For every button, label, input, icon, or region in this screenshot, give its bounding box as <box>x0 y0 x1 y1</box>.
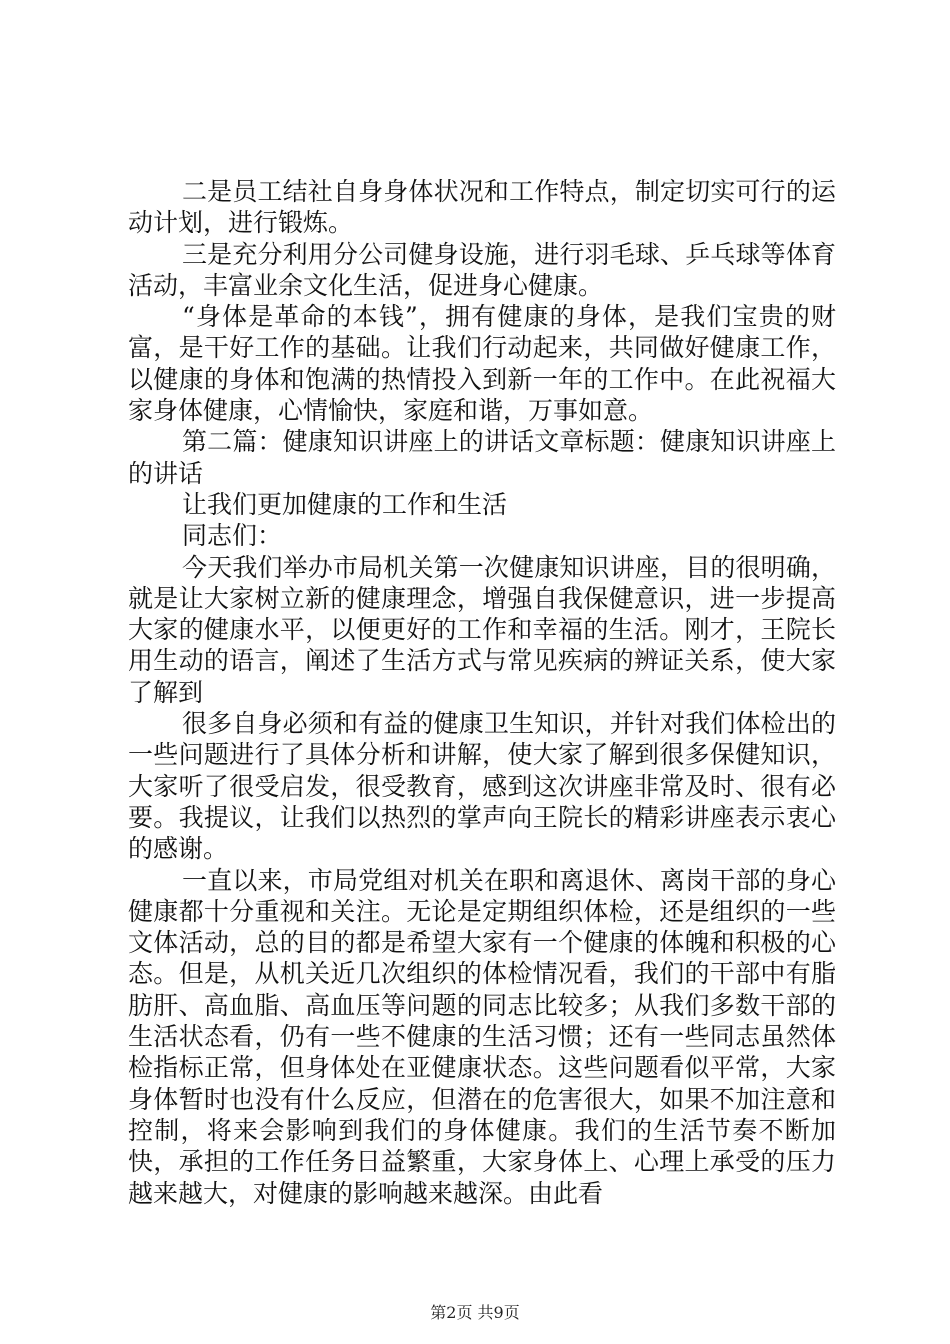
paragraph-health-capital: “身体是革命的本钱”，拥有健康的身体，是我们宝贵的财富，是干好工作的基础。让我们行动起来，共同做好健康工作，以健康的身体和饱满的热情投入到新一年的工作中。在此祝福大家身体健康，心情愉快，家庭和谐，万事如意。 <box>128 302 836 426</box>
paragraph-fitness-facilities: 三是充分利用分公司健身设施，进行羽毛球、乒乓球等体育活动，丰富业余文化生活，促进身心健康。 <box>128 239 836 300</box>
document-body <box>128 176 836 1209</box>
paragraph-lecture-purpose: 今天我们举办市局机关第一次健康知识讲座，目的很明确，就是让大家树立新的健康理念，增强自我保健意识，进一步提高大家的健康水平，以便更好的工作和幸福的生活。刚才，王院长用生动的语言，阐述了生活方式与常见疾病的辨证关系，使大家了解到 <box>128 552 836 707</box>
page-number-footer: 第2页 共9页 <box>430 1303 520 1322</box>
speech-title: 让我们更加健康的工作和生活 <box>182 489 508 519</box>
paragraph-health-concerns: 一直以来，市局党组对机关在职和离退休、离岗干部的身心健康都十分重视和关注。无论是定期组织体检，还是组织的一些文体活动，总的目的都是希望大家有一个健康的体魄和积极的心态。但是，从机关近几次组织的体检情况看，我们的干部中有脂肪肝、高血脂、高血压等问题的同志比较多；从我们多数干部的生活状态看，仍有一些不健康的生活习惯；还有一些同志虽然体检指标正常，但身体处在亚健康状态。这些问题看似平常，大家身体暂时也没有什么反应，但潜在的危害很大，如果不加注意和控制，将来会影响到我们的身体健康。我们的生活节奏不断加快，承担的工作任务日益繁重，大家身体上、心理上承受的压力越来越大，对健康的影响越来越深。由此看 <box>128 865 836 1208</box>
salutation: 同志们： <box>182 521 283 551</box>
section-heading: 第二篇：健康知识讲座上的讲话文章标题：健康知识讲座上的讲话 <box>128 427 836 488</box>
paragraph-thanks: 很多自身必须和有益的健康卫生知识，并针对我们体检出的一些问题进行了具体分析和讲解，使大家了解到很多保健知识，大家听了很受启发，很受教育，感到这次讲座非常及时、很有必要。我提议，让我们以热烈的掌声向王院长的精彩讲座表示衷心的感谢。 <box>128 709 836 864</box>
paragraph-exercise-plan: 二是员工结社自身身体状况和工作特点，制定切实可行的运动计划，进行锻炼。 <box>128 177 836 238</box>
